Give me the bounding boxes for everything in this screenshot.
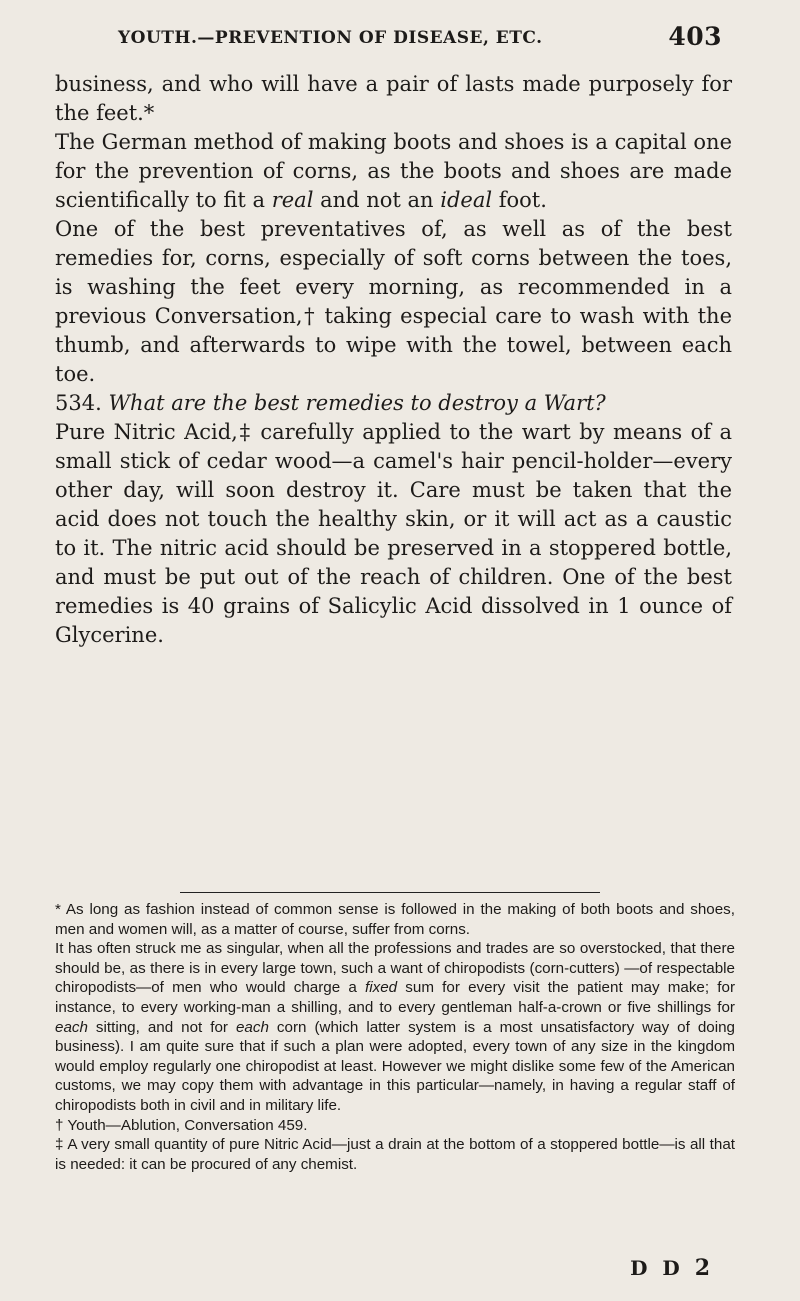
paragraph-1-text: business, and who will have a pair of lasts made purposely for the feet.*	[55, 72, 732, 125]
footnote-divider	[180, 892, 600, 893]
paragraph-1	[55, 70, 732, 128]
footnote-1b	[55, 939, 735, 1115]
main-text	[55, 70, 732, 650]
printer-signature	[630, 1255, 710, 1281]
signature-letters: D D	[630, 1256, 684, 1280]
footnote-1a	[55, 900, 735, 939]
header-title: YOUTH.—PREVENTION OF DISEASE, ETC.	[118, 28, 543, 48]
footnote-1a-text: * As long as fashion instead of common sense is followed in the making of both boots and shoes, men and women will, as a matter of course, suffer from corns.	[55, 901, 735, 938]
paragraph-2-text-mid: and not an	[313, 188, 441, 212]
footnote-1b-emphasis-each-1: each	[55, 1018, 88, 1036]
paragraph-4	[55, 418, 732, 650]
paragraph-2-emphasis-real: real	[271, 188, 314, 212]
footnote-2-text: † Youth—Ablution, Conversation 459.	[55, 1116, 308, 1134]
footnotes	[55, 900, 735, 1174]
paragraph-2	[55, 128, 732, 215]
running-header	[118, 18, 722, 58]
paragraph-2-text-end: foot.	[492, 188, 547, 212]
signature-number: 2	[694, 1255, 710, 1281]
question-text: What are the best remedies to destroy a Wart?	[108, 391, 606, 415]
question-534	[55, 389, 732, 418]
footnote-3	[55, 1135, 735, 1174]
paragraph-3-text: One of the best preventatives of, as well as of the best remedies for, corns, especially of soft corns between the toes, is washing the feet every morning, as recommended in a previous Conversation,† taking especial care to wash with the thumb, and afterwards to wipe with the towel, between each toe.	[55, 217, 732, 386]
footnote-1b-emphasis-fixed: fixed	[365, 979, 398, 997]
paragraph-4-text: Pure Nitric Acid,‡ carefully applied to the wart by means of a small stick of cedar wood—a camel's hair pencil-holder—every other day, will soon destroy it. Care must be taken that the acid does not touch the healthy skin, or it will act as a caustic to it. The nitric acid should be preserved in a stoppered bottle, and must be put out of the reach of children. One of the best remedies is 40 grains of Salicylic Acid dissolved in 1 ounce of Glycerine.	[55, 420, 732, 647]
paragraph-3	[55, 215, 732, 389]
footnote-1b-text-start: It has often struck me as singular, when all the professions and trades are so overstocked, that there should be, as there is in every large town, such a want of chiropodists (corn-cutters) —of respectable chiropodists—of men who would charge a	[55, 940, 735, 997]
footnote-1b-emphasis-each-2: each	[235, 1018, 269, 1036]
footnote-2	[55, 1116, 735, 1136]
footnote-3-text: ‡ A very small quantity of pure Nitric Acid—just a drain at the bottom of a stoppered bottle—is all that is needed: it can be procured of any chemist.	[55, 1136, 735, 1173]
footnote-1b-text-mid: sum for every visit the patient may make; for instance, to every working-man a shilling, and to every gentleman half-a-crown or five shillings for	[55, 979, 736, 1016]
paragraph-2-emphasis-ideal: ideal	[440, 188, 493, 212]
paragraph-2-text-start: The German method of making boots and shoes is a capital one for the prevention of corns, as the boots and shoes are made scientifically to fit a	[55, 130, 732, 212]
page-number: 403	[668, 22, 722, 51]
footnote-1b-text-mid2: sitting, and not for	[87, 1018, 236, 1036]
question-number: 534.	[55, 391, 102, 415]
footnote-1b-text-end: corn (which latter system is a most unsatisfactory way of doing business). I am quite sure that if such a plan were adopted, every town of any size in the kingdom would employ regularly one chiropodist at least. However we might dislike some few of the American customs, we may copy them with advantage in this particular—namely, in having a regular staff of chiropodists both in civil and in military life.	[55, 1018, 735, 1114]
